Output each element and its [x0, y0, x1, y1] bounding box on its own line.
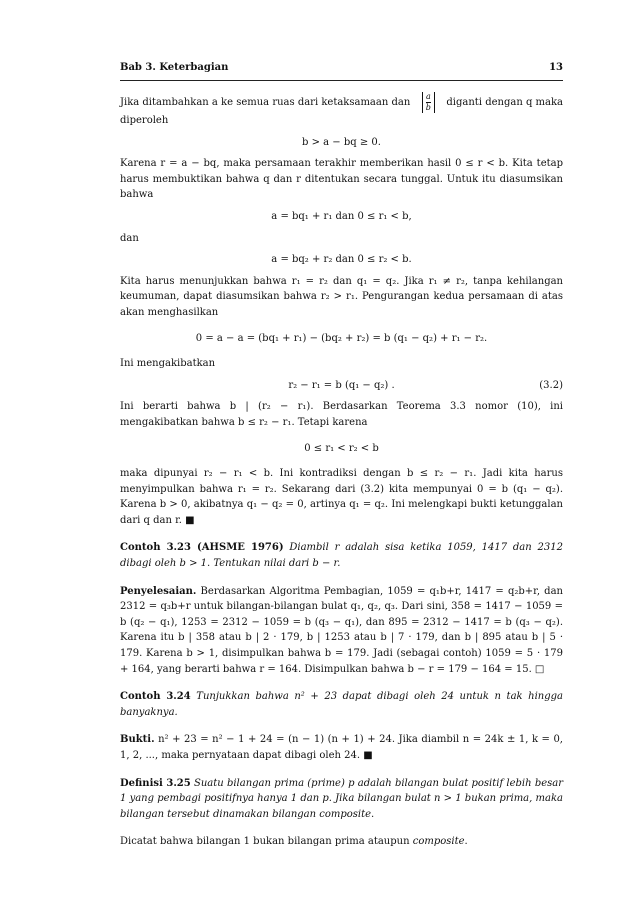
solution — [120, 584, 563, 678]
paragraph-dan: dan — [120, 232, 139, 244]
proof-label: Bukti. — [120, 734, 155, 746]
header-rule — [120, 80, 563, 81]
page-body — [120, 92, 563, 850]
floor-fraction — [422, 92, 435, 113]
final-note — [120, 834, 563, 850]
paragraph-3: Kita harus menunjukkan bahwa r₁ = r₂ dan q₁ = q₂. Jika r₁ ≠ r₂, tanpa kehilangan keumuman, dapat diasumsikan bahwa r₂ > r₁. Pengurangan kedua persamaan di atas akan menghasilkan — [120, 275, 563, 318]
page-header — [120, 60, 563, 76]
final-note-text: Dicatat bahwa bilangan 1 bukan bilangan prima ataupun — [120, 836, 410, 848]
intro-text: Jika ditambahkan a ke semua ruas dari ketaksamaan dan — [120, 96, 411, 108]
equation-6: 0 ≤ r₁ < r₂ < b — [304, 442, 379, 454]
example-3-23 — [120, 540, 563, 571]
proof-text: n² + 23 = n² − 1 + 24 = (n − 1) (n + 1) + 24. Jika diambil n = 24k ± 1, k = 0, 1, 2, ..., maka pernyataan dapat dibagi oleh 24. ■ — [120, 734, 563, 761]
intro-text-after: diganti dengan q maka — [446, 96, 563, 108]
example-3-24-label: Contoh 3.24 — [120, 691, 191, 703]
chapter-title: Bab 3. Keterbagian — [120, 62, 229, 73]
equation-5: r₂ − r₁ = b (q₁ − q₂) . — [288, 379, 395, 391]
final-note-end: . — [464, 836, 468, 848]
equation-5-row — [120, 378, 563, 394]
intro-line2: diperoleh — [120, 115, 169, 126]
definition-3-25-text: Suatu bilangan prima (prime) p adalah bilangan bulat positif lebih besar 1 yang pembagi positifnya hanya 1 dan p. Jika bilangan bulat n > 1 bukan prima, maka bilangan tersebut dinamakan bilangan composite. — [120, 777, 564, 820]
example-3-23-label: Contoh 3.23 (AHSME 1976) — [120, 542, 284, 554]
equation-1: b > a − bq ≥ 0. — [302, 136, 381, 148]
paragraph-intro — [120, 92, 563, 113]
paragraph-4: Ini mengakibatkan — [120, 358, 216, 370]
frac-numerator: a — [425, 92, 431, 101]
paragraph-2: Karena r = a − bq, maka persamaan terakhir memberikan hasil 0 ≤ r < b. Kita tetap harus membuktikan bahwa q dan r ditentukan secara tunggal. Untuk itu diasumsikan bahwa — [120, 158, 563, 201]
equation-4: 0 = a − a = (bq₁ + r₁) − (bq₂ + r₂) = b (q₁ − q₂) + r₁ − r₂. — [195, 332, 488, 344]
solution-label: Penyelesaian. — [120, 585, 197, 597]
definition-3-25 — [120, 776, 563, 823]
page-number: 13 — [549, 62, 563, 73]
paragraph-6: maka dipunyai r₂ − r₁ < b. Ini kontradiksi dengan b ≤ r₂ − r₁. Jadi kita harus menyimpulkan bahwa r₁ = r₂. Sekarang dari (3.2) kita mempunyai 0 = b (q₁ − q₂). Karena b > 0, akibatnya q₁ − q₂ = 0, artinya q₁ = q₂. Ini melengkapi bukti ketunggalan dari q dan r. ■ — [120, 468, 563, 526]
equation-2: a = bq₁ + r₁ dan 0 ≤ r₁ < b, — [271, 210, 412, 222]
paragraph-5: Ini berarti bahwa b | (r₂ − r₁). Berdasarkan Teorema 3.3 nomor (10), ini mengakibatkan bahwa b ≤ r₂ − r₁. Tetapi karena — [120, 401, 563, 428]
frac-denominator: b — [425, 103, 431, 112]
proof — [120, 732, 563, 763]
solution-text: Berdasarkan Algoritma Pembagian, 1059 = q₁b+r, 1417 = q₂b+r, dan 2312 = q₃b+r untuk bilangan-bilangan bulat q₁, q₂, q₃. Dari sini, 358 = 1417 − 1059 = b (q₂ − q₁), 1253 = 2312 − 1059 = b (q₃ − q₁), dan 895 = 2312 − 1417 = b (q₃ − q₂). Karena itu b | 358 atau b | 2 · 179, b | 1253 atau b | 7 · 179, dan b | 895 atau b | 5 · 179. Karena b > 1, disimpulkan bahwa b = 179. Jadi (sebagai contoh) 1059 = 5 · 179 + 164, yang berarti bahwa r = 164. Disimpulkan bahwa b − r = 179 − 164 = 15. □ — [120, 585, 563, 675]
final-note-italic: composite — [412, 836, 465, 848]
equation-number: (3.2) — [539, 379, 563, 391]
equation-3: a = bq₂ + r₂ dan 0 ≤ r₂ < b. — [271, 254, 412, 266]
example-3-24-text: Tunjukkan bahwa n² + 23 dapat dibagi oleh 24 untuk n tak hingga banyaknya. — [120, 691, 564, 718]
example-3-24 — [120, 689, 563, 720]
example-3-23-text: Diambil r adalah sisa ketika 1059, 1417 dan 2312 dibagi oleh b > 1. Tentukan nilai dari b − r. — [120, 542, 563, 570]
definition-3-25-label: Definisi 3.25 — [120, 777, 191, 789]
